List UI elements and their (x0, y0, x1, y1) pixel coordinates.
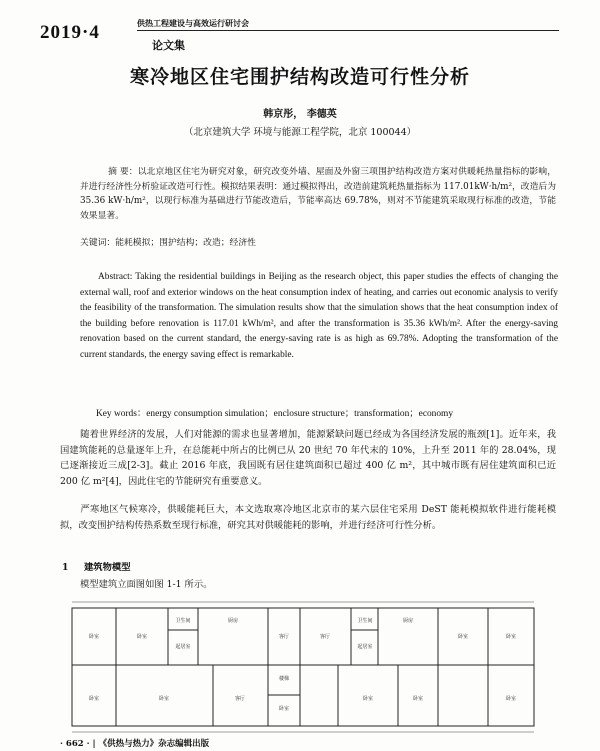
abstract-en (80, 270, 558, 364)
journal-name: 《供热与热力》杂志编辑出版 (98, 739, 210, 749)
paper-authors: 韩京彤， 李德英 (263, 109, 337, 120)
body-paragraph-1-text: 随着世界经济的发展，人们对能源的需求也显著增加，能源紧缺问题已经成为各国经济发展的瓶颈[1]。近年来，我国建筑能耗的总量逐年上升，在总能耗中所占的比例已从 20 世纪 70 年代末的 10%，上升至 2011 年的 28.04%，现已逐渐接近三成[2-3]。截止 2016 年底，我国既有居住建筑面积已超过 400 亿 m²，其中城市既有居住建筑面积已近 200 亿 m²[4]，因此住宅的节能研究有重要意义。 (60, 429, 556, 487)
plan-walls (72, 608, 534, 726)
conference-name: 供热工程建设与高效运行研讨会 (137, 18, 249, 28)
section-heading (62, 559, 131, 573)
room-label: 厨房 (402, 618, 414, 624)
room-label: 卧室 (505, 696, 517, 702)
abstract-en-label: Abstract: (98, 272, 133, 282)
room-label: 楼梯 (278, 676, 290, 682)
paper-affiliation: （北京建筑大学 环境与能源工程学院，北京 100044） (183, 127, 417, 138)
room-label: 起居室 (357, 644, 373, 650)
room-label: 卧室 (88, 696, 100, 702)
room-label: 起居室 (175, 644, 191, 650)
body-paragraph-2-text: 严寒地区气候寒冷，供暖能耗巨大，本文选取寒冷地区北京市的某六层住宅采用 DeST 能耗模拟软件进行能耗模拟，改变围护结构传热系数至现行标准，研究其对供暖能耗的影响，并进行经济可行性分析。 (60, 504, 556, 531)
room-label: 客厅 (319, 634, 331, 640)
room-label: 卧室 (278, 706, 290, 712)
room-label: 客厅 (278, 634, 290, 640)
room-label: 客厅 (234, 696, 246, 702)
room-label: 卧室 (136, 634, 148, 640)
floor-plan-figure (68, 600, 538, 735)
header-rule (137, 30, 559, 31)
room-label: 卧室 (362, 696, 374, 702)
room-label: 卧室 (158, 696, 170, 702)
page-number: · 662 · (60, 739, 90, 749)
issue-label: 2019·4 (40, 22, 100, 43)
abstract-cn (80, 165, 556, 223)
room-label: 卧室 (505, 634, 517, 640)
keywords-en: Key words：energy consumption simulation；enclosure structure；transformation；economy (96, 409, 454, 419)
body-paragraph-2 (60, 502, 556, 533)
page-footer: · 662 · | 《供热与热力》杂志编辑出版 (60, 739, 210, 749)
keywords-cn: 关键词：能耗模拟；围护结构；改造；经济性 (80, 238, 256, 248)
abstract-cn-label: 摘 要： (108, 167, 138, 177)
room-label: 厨房 (227, 618, 239, 624)
section-number: 1 (62, 562, 69, 573)
plan-dimension-lines (72, 602, 534, 732)
section-title: 建筑物模型 (84, 562, 131, 573)
room-label: 卫生间 (175, 618, 191, 624)
room-label: 卫生间 (357, 618, 373, 624)
room-label: 卧室 (457, 634, 469, 640)
abstract-cn-text: 以北京地区住宅为研究对象，研究改变外墙、屋面及外窗三项围护结构改造方案对供暖耗热量指标的影响，并进行经济性分析验证改造可行性。模拟结果表明：通过模拟得出，改造前建筑耗热量指标为 117.01kW·h/m²，改造后为 35.36 kW·h/m²，以现行标准为基础进行节能改造后，节能率高达 69.78%，则对不节能建筑采取现行标准的改造，节能效果显著。 (80, 167, 556, 221)
room-label: 卧室 (88, 634, 100, 640)
abstract-en-text: Taking the residential buildings in Beijing as the research object, this paper studies the effects of changing the external wall, roof and exterior windows on the heat consumption index of heating, and carries out economic analysis to verify the feasibility of the transformation. The simulation results show that the simulation shows that the heat consumption index of the building before renovation is 117.01 kWh/m², and after the transformation is 35.36 kWh/m². After the energy-saving renovation based on the current standard, the energy-saving rate is as high as 69.78%. Adopting the transformation of the current standards, the energy saving effect is remarkable. (80, 272, 558, 360)
body-paragraph-3: 模型建筑立面图如图 1-1 所示。 (80, 579, 213, 590)
body-paragraph-1 (60, 427, 556, 489)
room-label: 卧室 (412, 696, 424, 702)
paper-title: 寒冷地区住宅围护结构改造可行性分析 (129, 66, 470, 88)
section-label: 论文集 (152, 39, 185, 52)
